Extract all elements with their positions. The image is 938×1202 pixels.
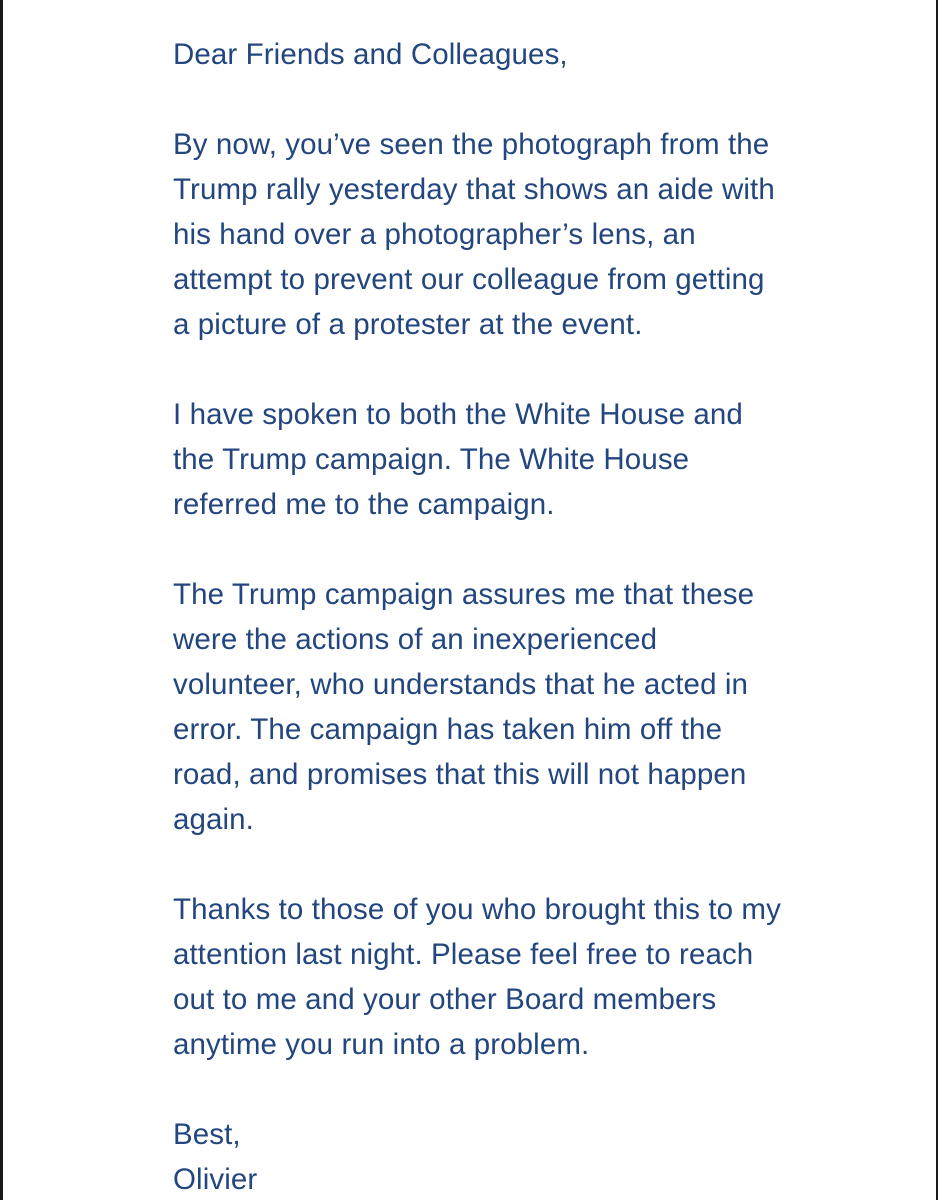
paragraph-line: a picture of a protester at the event. <box>173 308 643 341</box>
paragraph-white-house <box>173 392 913 527</box>
paragraph-line: attempt to prevent our colleague from getting <box>173 263 765 296</box>
paragraph-line: the Trump campaign. The White House <box>173 443 690 476</box>
closing: Best, <box>173 1118 241 1151</box>
paragraph-line: anytime you run into a problem. <box>173 1028 590 1061</box>
paragraph-line: The Trump campaign assures me that these <box>173 578 755 611</box>
paragraph-line: again. <box>173 803 254 836</box>
paragraph-line: Trump rally yesterday that shows an aide with <box>173 173 775 206</box>
paragraph-line: Thanks to those of you who brought this to my <box>173 893 781 926</box>
signature: Olivier <box>173 1163 258 1196</box>
paragraph-gap <box>173 842 913 887</box>
paragraph-line: volunteer, who understands that he acted in <box>173 668 749 701</box>
email-body <box>173 32 913 1202</box>
paragraph-line: I have spoken to both the White House and <box>173 398 743 431</box>
paragraph-line: out to me and your other Board members <box>173 983 717 1016</box>
paragraph-gap <box>173 527 913 572</box>
paragraph-line: referred me to the campaign. <box>173 488 555 521</box>
paragraph-line: attention last night. Please feel free to reach <box>173 938 754 971</box>
paragraph-gap <box>173 1067 913 1112</box>
paragraph-gap <box>173 77 913 122</box>
paragraph-line: were the actions of an inexperienced <box>173 623 658 656</box>
paragraph-line: error. The campaign has taken him off the <box>173 713 723 746</box>
paragraph-line: his hand over a photographer’s lens, an <box>173 218 696 251</box>
paragraph-line: road, and promises that this will not happen <box>173 758 747 791</box>
paragraph-photograph <box>173 122 913 347</box>
paragraph-line: By now, you’ve seen the photograph from the <box>173 128 770 161</box>
paragraph-thanks <box>173 887 913 1067</box>
greeting: Dear Friends and Colleagues, <box>173 38 568 71</box>
paragraph-gap <box>173 347 913 392</box>
paragraph-campaign <box>173 572 913 842</box>
